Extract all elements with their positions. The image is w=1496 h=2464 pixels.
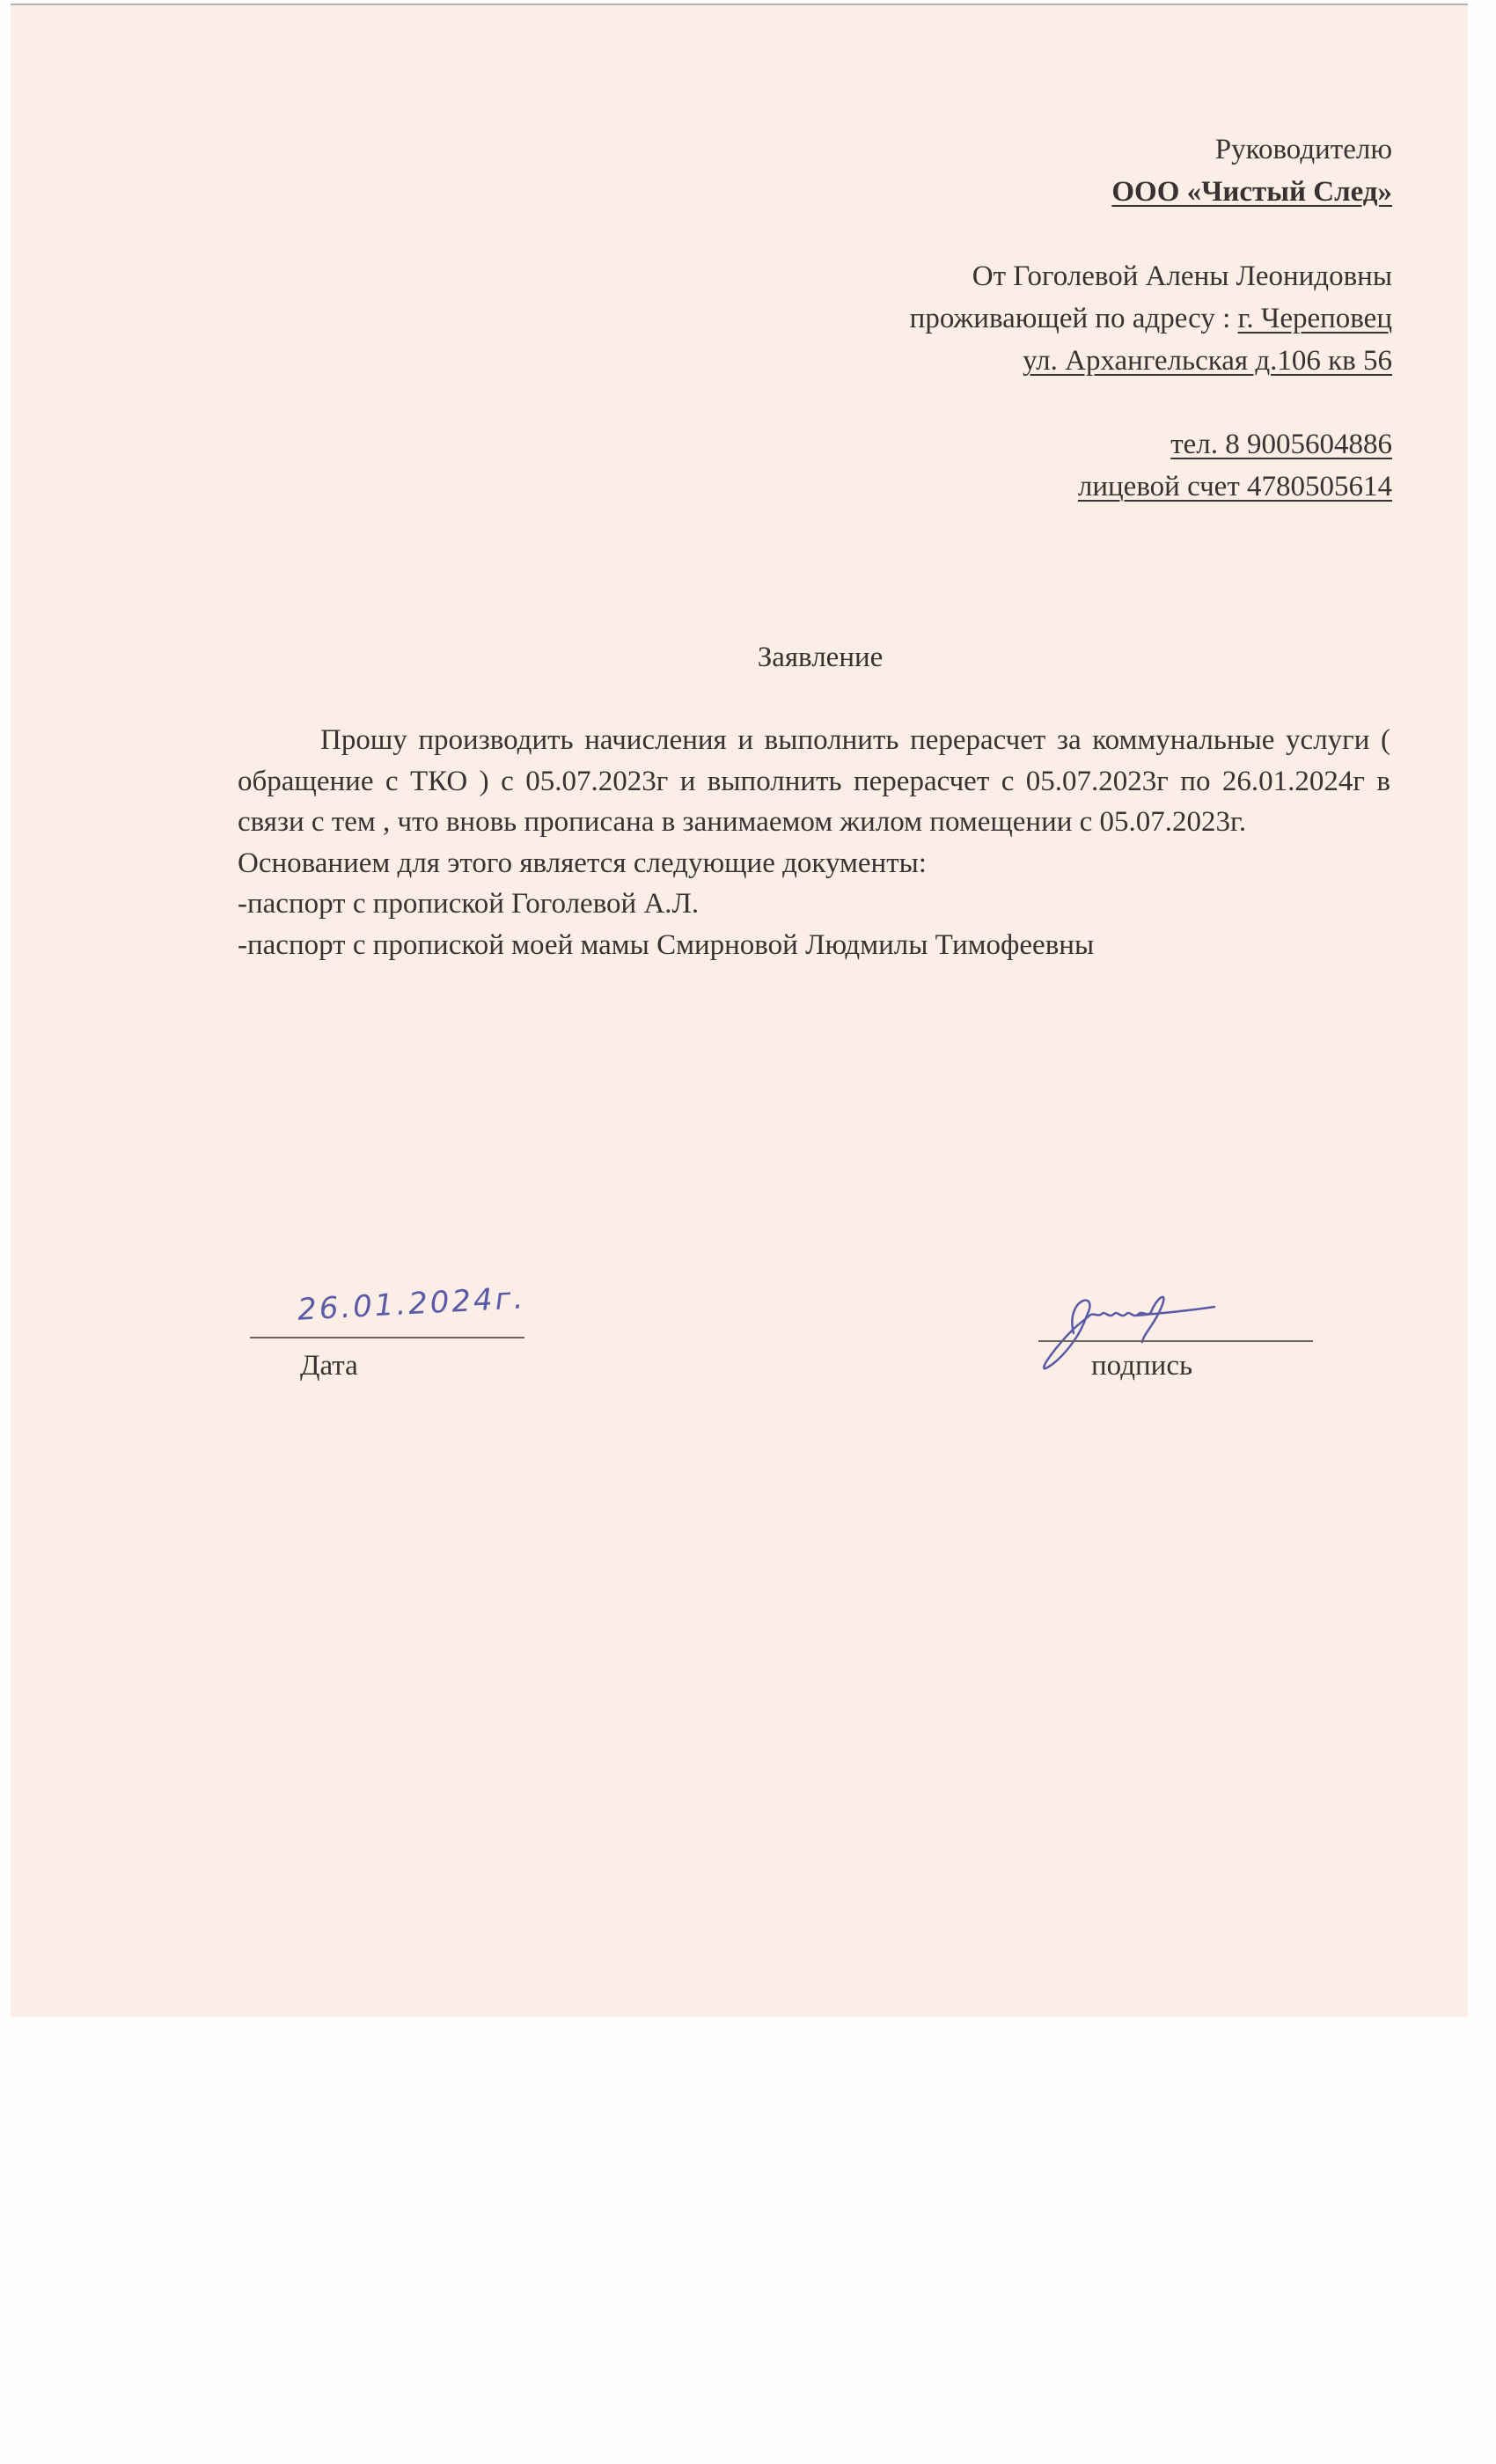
request-paragraph: Прошу производить начисления и выполнить перерасчет за коммунальные услуги ( обращение с ТКО ) с 05.07.2023г и выполнить перерасчет с 05.07.2023г по 26.01.2024г в связи с тем , что вновь прописана в занимаемом жилом помещении с 05.07.2023г. (238, 724, 1390, 838)
date-label: Дата (300, 1350, 358, 1382)
sender-name: От Гоголевой Алены Леонидовны (972, 260, 1392, 292)
organization-name: ООО «Чистый След» (1111, 176, 1392, 208)
sender-address-line1 (910, 301, 1392, 336)
signature-label: подпись (1091, 1350, 1193, 1382)
signature-line (1038, 1340, 1313, 1342)
handwritten-date: 26.01.2024г. (297, 1280, 527, 1328)
recipient-title: Руководителю (1214, 134, 1392, 165)
document-item-1: -паспорт с пропиской Гоголевой А.Л. (238, 888, 700, 920)
address-city: г. Череповец (1237, 303, 1392, 334)
document-title: Заявление (757, 642, 884, 673)
document-item-2: -паспорт с пропиской моей мамы Смирновой Людмилы Тимофеевны (238, 928, 1095, 961)
address-prefix: проживающей по адресу : (909, 303, 1238, 334)
sender-account: лицевой счет 4780505614 (1077, 471, 1392, 502)
basis-line: Основанием для этого является следующие документы: (238, 847, 927, 879)
document-body (238, 720, 1390, 965)
date-line (250, 1337, 524, 1338)
sender-phone: тел. 8 9005604886 (1170, 429, 1392, 460)
sender-address-line2: ул. Архангельская д.106 кв 56 (1023, 345, 1392, 377)
